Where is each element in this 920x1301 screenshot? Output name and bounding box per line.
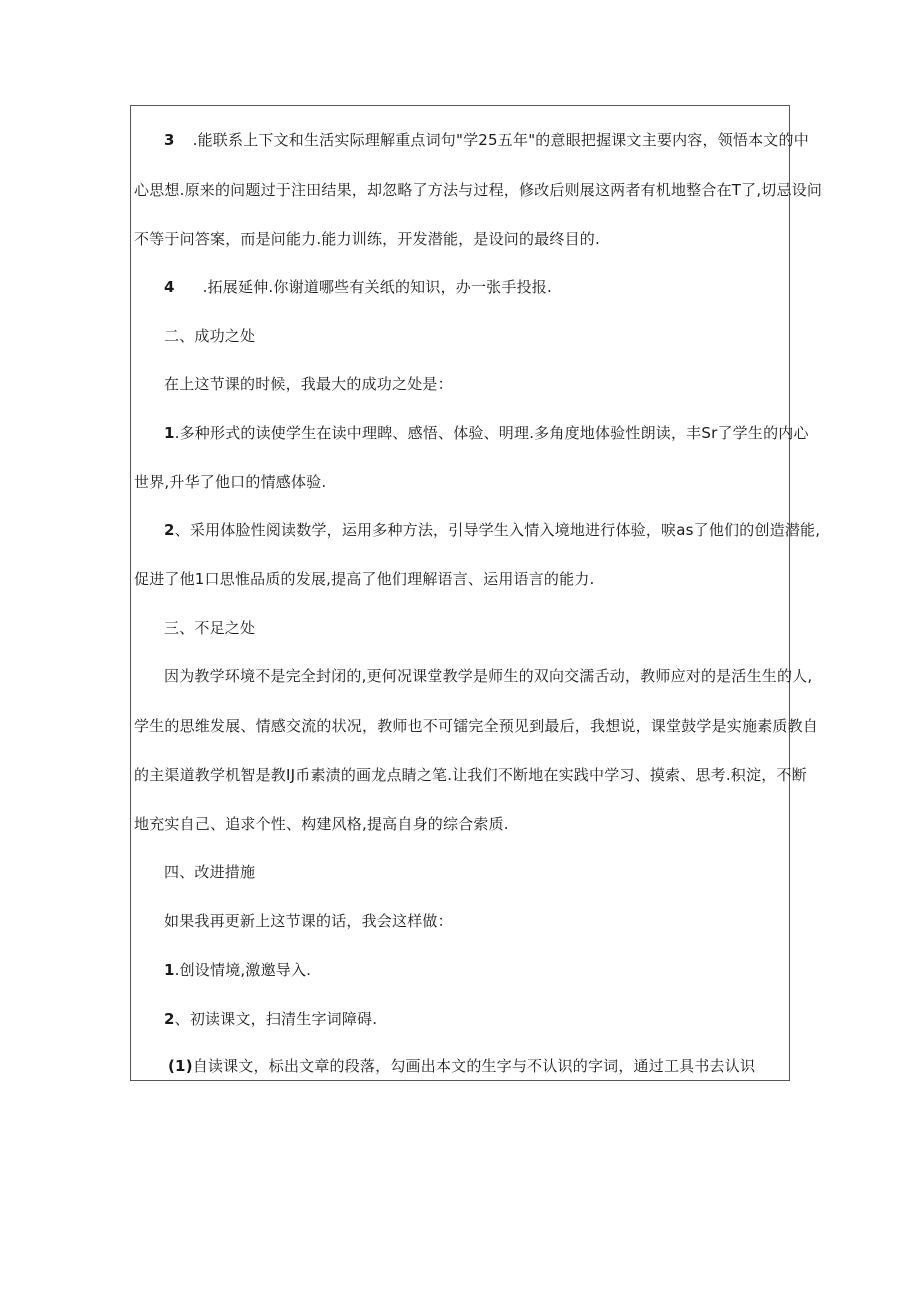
paragraph-3-line-1: [134, 130, 809, 150]
paragraph-text: .拓展延伸.你谢道哪些有关纸的知识，办一张手投报.: [202, 278, 552, 296]
shortcomings-line-4: 地充实自己、追求个性、构建风格,提高自身的综合索质.: [134, 815, 509, 833]
success-item-2-line-2: 促进了他1口思惟品质的发展,提高了他们理解语言、运用语言的能力.: [134, 570, 595, 588]
content-frame: [130, 105, 823, 1081]
paragraph-text: 、初读课文，扫清生字词障碍.: [174, 1010, 378, 1028]
section-heading-shortcomings: 三、不足之处: [164, 619, 256, 637]
improvement-subitem-1: [168, 1056, 755, 1076]
paragraph-text: .创设情境,激邀导入.: [174, 961, 312, 979]
paragraph-text: 因为教学环境不是完全封闭的,更何况课堂教学是师生的双向交濡舌动，教师应对的是活生生的人,: [164, 667, 813, 685]
improvements-intro: 如果我再更新上这节课的话，我会这样做：: [164, 912, 453, 930]
paragraph-text: 自读课文，标出文章的段落，勾画出本文的生字与不认识的字词，通过工具书去认识: [192, 1057, 756, 1075]
success-item-2-line-1: [134, 520, 821, 540]
paragraph-3-line-3: 不等于问答案，而是问能力.能力训练，开发潜能，是设问的最终目的.: [134, 230, 600, 248]
item-number: 1: [164, 961, 175, 979]
section-heading-improvements: 四、改进措施: [164, 863, 256, 881]
item-number: 1: [164, 424, 175, 442]
item-number: (1): [168, 1057, 193, 1075]
shortcomings-line-2: 学生的思维发展、情感交流的状况，教师也不可镭完全预见到最后，我想说，课堂鼓学是实施素质教自: [134, 717, 819, 735]
section-heading-success: 二、成功之处: [164, 327, 256, 345]
success-intro: 在上这节课的时候，我最大的成功之处是：: [164, 375, 453, 393]
item-number: 4: [164, 278, 175, 296]
improvement-item-2: [164, 1009, 377, 1029]
item-number: 2: [164, 1010, 175, 1028]
success-item-1-line-1: [134, 423, 809, 443]
shortcomings-line-3: 的主渠道教学机智是教IJ币素渍的画龙点睛之笔.让我们不断地在实践中学习、摸索、思考.积淀，不断: [134, 766, 807, 784]
paragraph-4: [164, 277, 552, 297]
shortcomings-line-1: [134, 666, 813, 686]
success-item-1-line-2: 世界,升华了他口的情感体验.: [134, 473, 327, 491]
paragraph-text: 、采用体脸性阅读数学，运用多种方法，引导学生入情入境地进行体验，唳as了他们的创造潜能,: [174, 521, 821, 539]
improvement-item-1: [164, 960, 311, 980]
paragraph-3-line-2: 心思想.原来的问题过于注田结果，却忽略了方法与过程，修改后则展这两者有机地整合在T了,切忌设问: [134, 181, 823, 199]
item-number: 2: [164, 521, 175, 539]
paragraph-text: .多种形式的读使学生在读中理睥、感悟、体验、明理.多角度地体验性朗读，丰Sr了学生的内心: [174, 424, 809, 442]
paragraph-text: .能联系上下文和生活实际理解重点词句"学25五年"的意眼把握课文主要内容，领悟本文的中: [192, 131, 809, 149]
item-number: 3: [164, 131, 175, 149]
